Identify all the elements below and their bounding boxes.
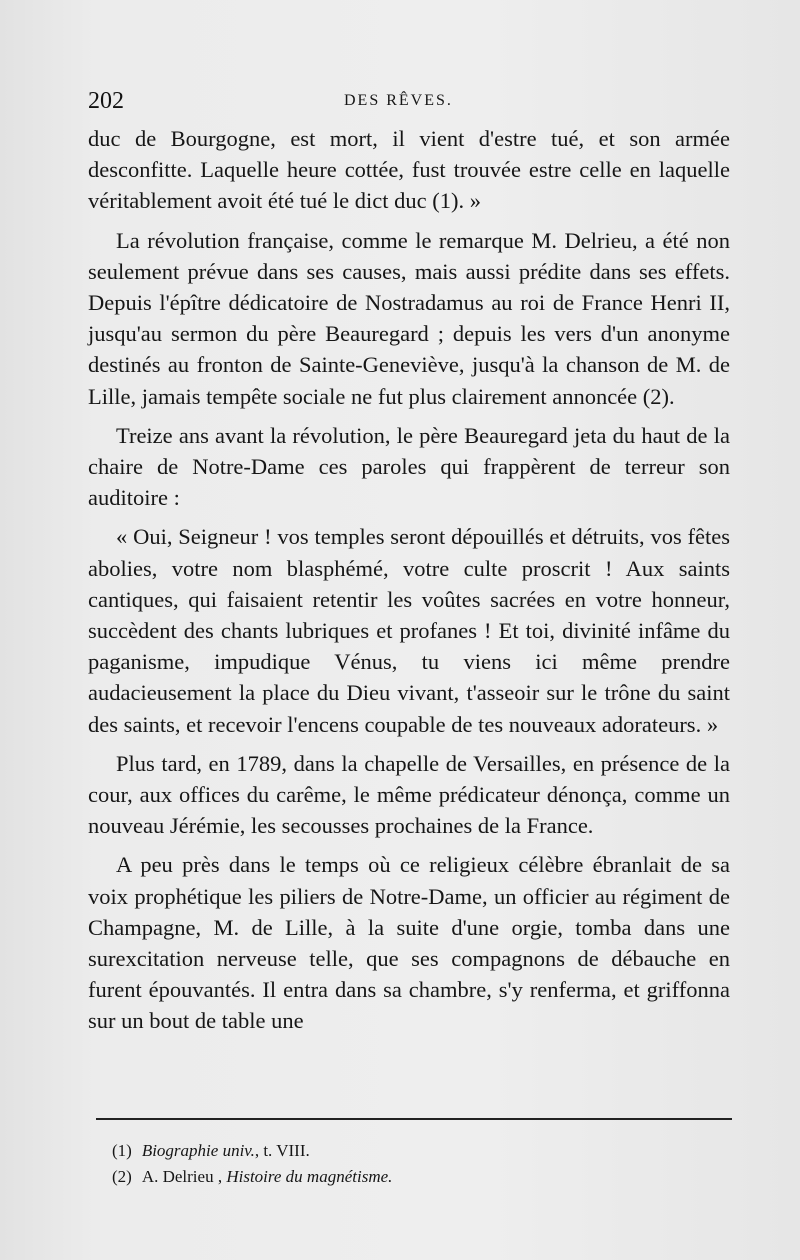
footnote-rule	[96, 1118, 732, 1120]
footnote-title: Biographie univ.	[141, 1141, 255, 1160]
footnote-text: , t. VIII.	[254, 1141, 310, 1160]
paragraph: Plus tard, en 1789, dans la chapelle de Versailles, en présence de la cour, aux offices du carême, le même prédicateur dénonça, comme un nouveau Jérémie, les secousses prochaines de la France.	[88, 750, 730, 839]
paragraph-quotation: « Oui, Seigneur ! vos temples seront dépouillés et détruits, vos fêtes abolies, votre nom blasphémé, votre culte proscrit ! Aux saints cantiques, qui faisaient retentir les voûtes sacrées en votre honneur, succèdent des chants lubriques et profanes ! Et toi, divinité infâme du paganisme, impudique Vénus, tu viens ici même prendre audacieusement la place du Dieu vivant, t'asseoir sur le trône du saint des saints, et recevoir l'encens coupable de tes nouveaux adorateurs. »	[88, 524, 730, 737]
footnote-author: A. Delrieu ,	[141, 1167, 223, 1186]
footnotes	[112, 1138, 712, 1190]
footnote-marker: (2)	[112, 1167, 132, 1186]
paragraph-continuation: duc de Bourgogne, est mort, il vient d'estre tué, et son armée desconfitte. Laquelle heure cottée, fust trouvée estre celle en laquelle véritablement avoit été tué le dict duc (1). »	[88, 126, 730, 214]
paragraph: Treize ans avant la révolution, le père Beauregard jeta du haut de la chaire de Notre-Dame ces paroles qui frappèrent de terreur son auditoire :	[88, 422, 730, 511]
page-number: 202	[88, 88, 124, 114]
footnote-marker: (1)	[112, 1141, 132, 1160]
page-header	[88, 88, 730, 122]
body-text	[88, 123, 730, 1045]
footnote-title: Histoire du magnétisme.	[226, 1167, 393, 1186]
running-head: DES RÊVES.	[344, 92, 453, 109]
footnote-1	[112, 1138, 712, 1164]
paragraph: A peu près dans le temps où ce religieux célèbre ébranlait de sa voix prophétique les piliers de Notre-Dame, un officier au régiment de Champagne, M. de Lille, à la suite d'une orgie, tomba dans une surexcitation nerveuse telle, que ses compagnons de débauche en furent épouvantés. Il entra dans sa chambre, s'y renferma, et griffonna sur un bout de table une	[88, 852, 730, 1034]
paragraph: La révolution française, comme le remarque M. Delrieu, a été non seulement prévue dans ses causes, mais aussi prédite dans ses effets. Depuis l'épître dédicatoire de Nostradamus au roi de France Henri II, jusqu'au sermon du père Beauregard ; depuis les vers d'un anonyme destinés au fronton de Sainte-Geneviève, jusqu'à la chanson de M. de Lille, jamais tempête sociale ne fut plus clairement annoncée (2).	[88, 227, 730, 409]
footnote-2	[112, 1164, 712, 1190]
